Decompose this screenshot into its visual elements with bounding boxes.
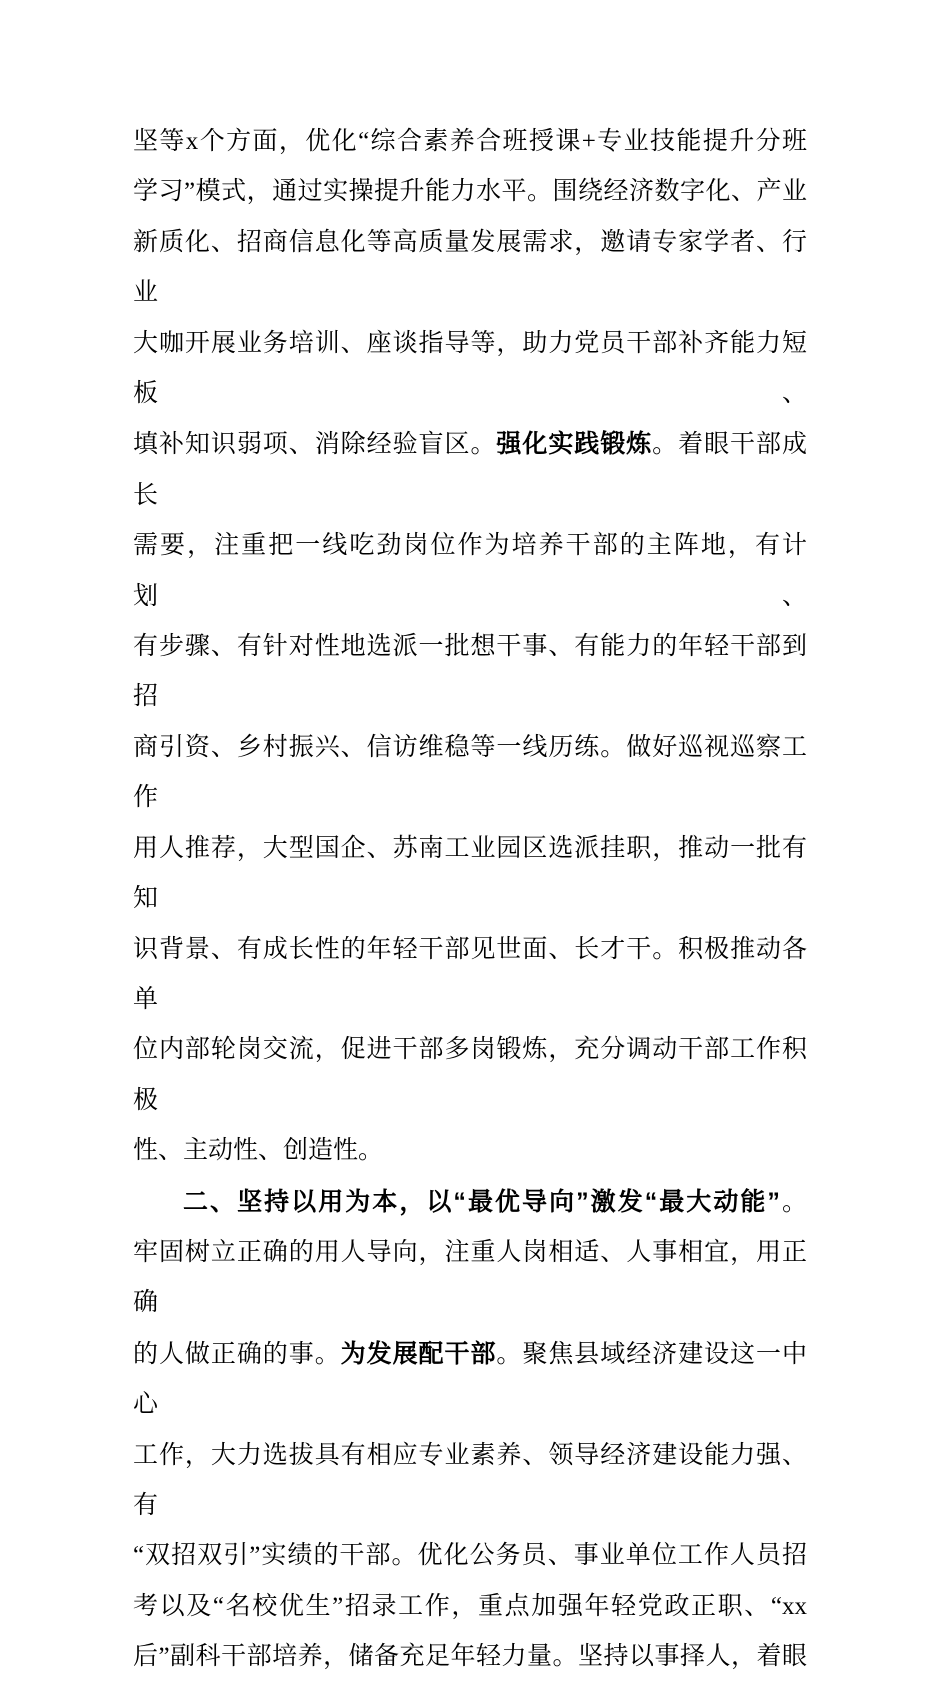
text-run: 大咖开展业务培训、座谈指导等，助力党员干部补齐能力短板、 — [133, 329, 807, 408]
text-line — [133, 1177, 807, 1228]
text-line — [133, 1531, 807, 1581]
text-line — [133, 1582, 807, 1632]
text-line — [133, 1431, 807, 1532]
text-line — [133, 1329, 807, 1431]
text-line — [133, 1025, 807, 1126]
text-run: 填补知识弱项、消除经验盲区。 — [133, 431, 497, 459]
text-run: 的人做正确的事。 — [133, 1340, 341, 1368]
text-run: 位内部轮岗交流，促进干部多岗锻炼，充分调动干部工作积极 — [133, 1036, 807, 1114]
text-run: 性、主动性、创造性。 — [133, 1137, 384, 1165]
text-line — [133, 1126, 807, 1176]
text-run: 坚等x个方面，优化“综合素养合班授课+专业技能提升分班 — [133, 128, 807, 155]
text-line — [133, 167, 807, 217]
text-line — [133, 218, 807, 319]
text-run: “双招双引”实绩的干部。优化公务员、事业单位工作人员招 — [133, 1542, 807, 1570]
text-line — [133, 1228, 807, 1329]
text-run: 需要，注重把一线吃劲岗位作为培养干部的主阵地，有计划、 — [133, 532, 807, 610]
bold-text-run: 二、坚持以用为本，以“最优导向”激发“最大动能” — [183, 1187, 780, 1216]
bold-text-run: 强化实践锻炼 — [496, 430, 653, 459]
text-run: 。聚焦县域经济建设这一中心 — [133, 1340, 807, 1419]
text-line — [133, 824, 807, 925]
text-run: 有步骤、有针对性地选派一批想干事、有能力的年轻干部到招 — [133, 633, 807, 711]
text-run: 识背景、有成长性的年轻干部见世面、长才干。积极推动各单 — [133, 935, 807, 1013]
document-body — [133, 117, 807, 1683]
text-run: 新质化、招商信息化等高质量发展需求，邀请专家学者、行业 — [133, 228, 807, 307]
text-run: 用人推荐，大型国企、苏南工业园区选派挂职，推动一批有知 — [133, 834, 807, 913]
text-run: 学习”模式，通过实操提升能力水平。围绕经济数字化、产业 — [133, 178, 807, 206]
text-run: 。着眼干部成长 — [133, 431, 807, 509]
text-line — [133, 723, 807, 824]
text-line — [133, 117, 807, 167]
text-line — [133, 419, 807, 521]
text-line — [133, 521, 807, 622]
text-run: 工作，大力选拔具有相应专业素养、领导经济建设能力强、有 — [133, 1441, 807, 1519]
text-line — [133, 319, 807, 420]
text-run: 牢固树立正确的用人导向，注重人岗相适、人事相宜，用正确 — [133, 1238, 807, 1317]
text-run: 后”副科干部培养，储备充足年轻力量。坚持以事择人，着眼 — [133, 1643, 807, 1671]
text-line — [133, 1632, 807, 1682]
text-line — [133, 622, 807, 723]
text-line — [133, 925, 807, 1026]
text-run: 考以及“名校优生”招录工作，重点加强年轻党政正职、“xx — [133, 1592, 807, 1620]
bold-text-run: 为发展配干部 — [340, 1339, 497, 1368]
text-run: 。 — [779, 1188, 807, 1216]
text-run: 商引资、乡村振兴、信访维稳等一线历练。做好巡视巡察工作 — [133, 733, 807, 812]
